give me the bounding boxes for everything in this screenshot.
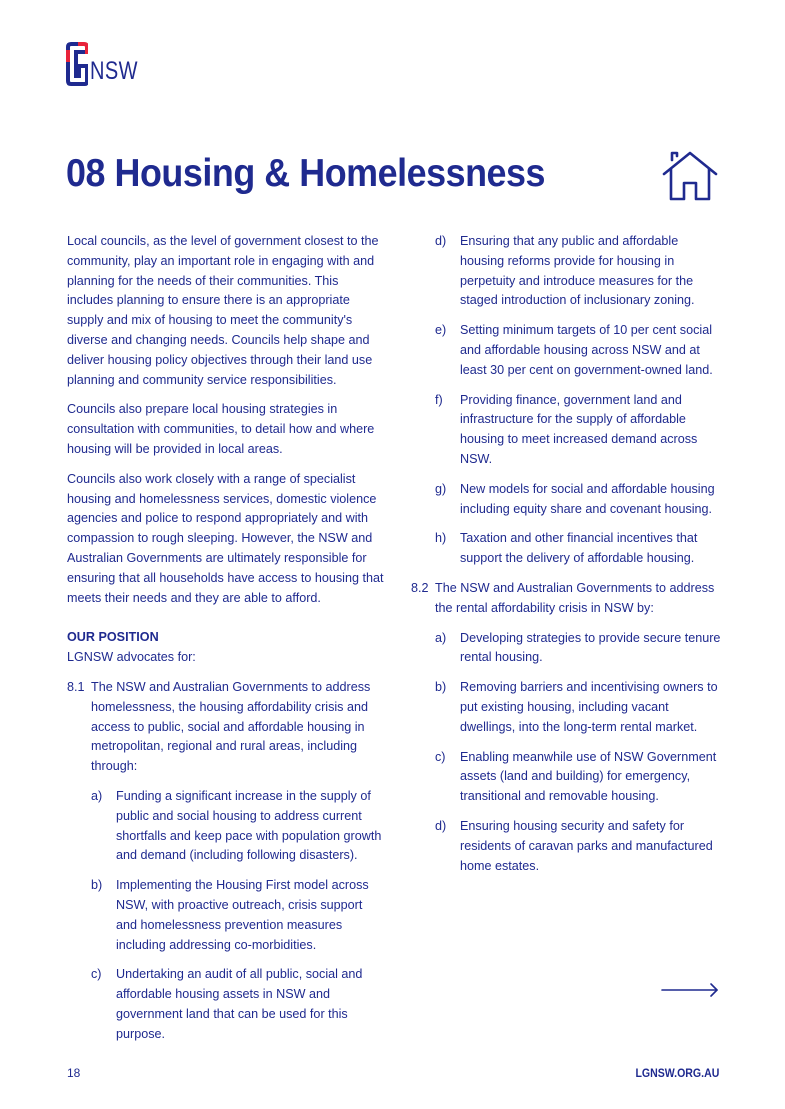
sub-item-c [67, 965, 385, 1044]
sub-item-text: Setting minimum targets of 10 per cent social and affordable housing across NSW and at least 30 per cent on government-owned land. [460, 323, 713, 377]
house-icon [662, 150, 718, 202]
intro-paragraph-3: Councils also work closely with a range of specialist housing and homelessness services, domestic violence agencies and police to respond appropriately and with compassion to rough sleeping. However, the NSW and Australian Governments are ultimately responsible for ensuring that all households have access to housing that meets their needs and they are able to afford. [67, 471, 384, 605]
sub-item-text: Developing strategies to provide secure tenure rental housing. [460, 630, 721, 665]
sub-item-a-2 [411, 629, 723, 669]
intro-paragraph-1: Local councils, as the level of government closest to the community, play an important role in engaging with and planning for the needs of their communities. This includes planning to ensure there is an appropriate supply and mix of housing to meet the community's diverse and changing needs. Councils help shape and deliver housing policy objectives through their land use planning and community service responsibilities. [67, 234, 379, 387]
sub-item-b [67, 876, 385, 955]
sub-item-text: Undertaking an audit of all public, social and affordable housing assets in NSW and government land that can be used for this purpose. [116, 967, 363, 1041]
item-number: 8.2 [411, 580, 429, 595]
page-number: 18 [67, 1066, 81, 1080]
position-item-8-2 [411, 579, 723, 619]
sub-item-letter: e) [435, 323, 447, 338]
sub-item-b-2 [411, 678, 723, 737]
sub-item-letter: h) [435, 531, 447, 546]
sub-item-letter: c) [91, 967, 102, 982]
item-text: The NSW and Australian Governments to address the rental affordability crisis in NSW by: [435, 580, 715, 615]
sub-item-c-2 [411, 748, 723, 807]
sub-item-letter: d) [435, 234, 447, 248]
sub-item-text: Enabling meanwhile use of NSW Government assets (land and building) for emergency, transitional and removable housing. [460, 749, 717, 804]
sub-item-text: Removing barriers and incentivising owners to put existing housing, including vacant dwellings, into the long-term rental market. [460, 680, 718, 734]
sub-item-h [411, 529, 723, 569]
item-number: 8.1 [67, 679, 85, 694]
our-position-heading: OUR POSITION [67, 630, 159, 645]
sub-item-letter: d) [435, 818, 447, 833]
sub-item-letter: b) [91, 878, 103, 893]
logo-text: NSW [90, 57, 138, 85]
sub-item-letter: c) [435, 749, 446, 764]
sub-item-text: Ensuring that any public and affordable housing reforms provide for housing in perpetuity and introduce measures for the staged introduction of inclusionary zoning. [460, 234, 695, 308]
arrow-right-icon[interactable] [661, 982, 719, 998]
sub-item-d-2 [411, 817, 723, 876]
sub-item-e [411, 321, 723, 380]
intro-paragraph-2: Councils also prepare local housing strategies in consultation with communities, to detail how and where housing will be provided in local areas. [67, 402, 375, 456]
advocates-intro: LGNSW advocates for: [67, 650, 196, 665]
item-text: The NSW and Australian Governments to address homelessness, the housing affordability crisis and access to public, social and affordable housing in metropolitan, regional and rural areas, including through: [91, 679, 371, 774]
sub-item-letter: b) [435, 680, 447, 695]
sub-item-text: Funding a significant increase in the supply of public and social housing to address current shortfalls and keep pace with population growth and demand (including following disasters). [116, 788, 382, 863]
logo-mark-icon [66, 42, 88, 86]
sub-item-text: New models for social and affordable housing including equity share and covenant housing. [460, 481, 715, 516]
website-link[interactable]: LGNSW.ORG.AU [635, 1066, 719, 1080]
sub-item-f [411, 391, 723, 470]
left-column [67, 232, 385, 1054]
page-title: 08 Housing & Homelessness [66, 152, 546, 195]
sub-item-text: Taxation and other financial incentives that support the delivery of affordable housing. [460, 531, 698, 566]
sub-item-letter: a) [91, 788, 103, 803]
right-column [411, 232, 723, 886]
sub-item-text: Implementing the Housing First model across NSW, with proactive outreach, crisis support and homelessness prevention measures including addressing co-morbidities. [116, 878, 369, 952]
sub-item-g [411, 480, 723, 520]
sub-item-letter: g) [435, 481, 447, 496]
position-item-8-1 [67, 678, 385, 777]
sub-item-text: Providing finance, government land and infrastructure for the supply of affordable housing to meet increased demand across NSW. [460, 392, 698, 466]
lgnsw-logo [66, 42, 150, 86]
sub-item-text: Ensuring housing security and safety for residents of caravan parks and manufactured home estates. [460, 818, 713, 873]
sub-item-a [67, 787, 385, 866]
sub-item-d [411, 232, 723, 311]
sub-item-letter: a) [435, 630, 447, 645]
sub-item-letter: f) [435, 392, 443, 407]
